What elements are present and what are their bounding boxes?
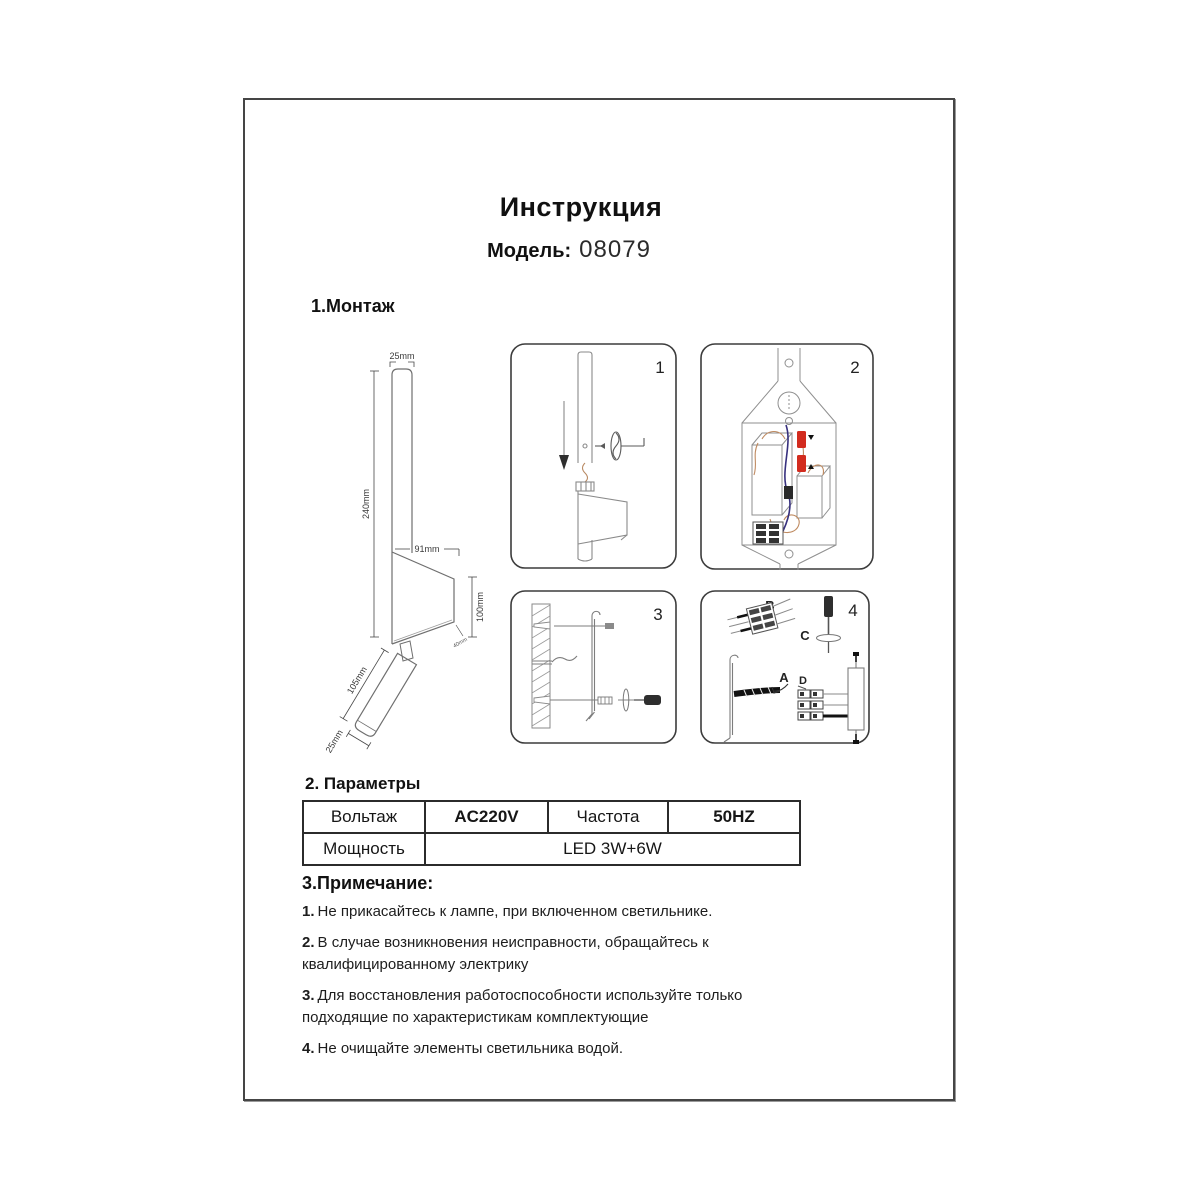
model-label: Модель:	[487, 240, 572, 262]
label-A: A	[779, 670, 789, 685]
dim-tube-diameter: 25mm	[389, 351, 415, 361]
lamp-outline	[392, 369, 454, 661]
panel-1-number: 1	[655, 358, 665, 377]
dim-body-height: 100mm	[475, 591, 485, 623]
note-item-2	[302, 932, 817, 976]
dim-spot-length: 105mm	[344, 664, 369, 696]
dimension-lines	[370, 362, 477, 637]
spot-cylinder	[313, 640, 417, 769]
table-row	[303, 801, 800, 833]
note-item-4	[302, 1038, 817, 1060]
page-title: Инструкция	[499, 192, 663, 222]
frequency-value-cell: 50HZ	[668, 801, 800, 833]
section-2-heading: 2. Параметры	[305, 774, 421, 793]
frequency-label-cell: Частота	[548, 801, 668, 833]
notes-list	[302, 901, 817, 1069]
note-number: 2.	[302, 934, 315, 951]
spot-dimension-lines	[333, 648, 416, 749]
power-value-cell: LED 3W+6W	[425, 833, 800, 865]
montage-step-3-panel	[510, 590, 677, 744]
montage-step-4-panel	[700, 590, 870, 744]
dim-body-depth: 40mm	[452, 636, 469, 650]
note-text: В случае возникновения неисправности, обращайтесь к квалифицированному электрику	[302, 934, 709, 973]
note-number: 4.	[302, 1040, 315, 1057]
montage-step-1-panel	[510, 343, 677, 569]
voltage-value-cell: AC220V	[425, 801, 548, 833]
parameters-table	[302, 800, 801, 866]
note-number: 1.	[302, 903, 315, 920]
panel-4-number: 4	[848, 601, 858, 620]
panel-2-plug	[784, 486, 793, 499]
table-row	[303, 833, 800, 865]
note-number: 3.	[302, 987, 315, 1004]
note-text: Для восстановления работоспособности используйте только подходящие по характеристикам комплектующие	[302, 987, 743, 1026]
panel-2-terminal-block	[753, 522, 783, 544]
voltage-label-cell: Вольтаж	[303, 801, 425, 833]
power-label-cell: Мощность	[303, 833, 425, 865]
model-line	[245, 236, 893, 264]
montage-step-2-panel	[700, 343, 874, 570]
page-sheet	[243, 98, 955, 1101]
panel-2-number: 2	[850, 358, 860, 377]
note-item-1	[302, 901, 817, 923]
note-item-3	[302, 985, 817, 1029]
dim-spot-diameter: 25mm	[323, 727, 345, 755]
label-D: D	[799, 675, 807, 687]
note-text: Не очищайте элементы светильника водой.	[317, 1040, 623, 1057]
label-C: C	[800, 628, 810, 643]
section-3-heading: 3.Примечание:	[302, 873, 434, 893]
dim-tube-length: 240mm	[361, 488, 371, 520]
note-text: Не прикасайтесь к лампе, при включенном светильнике.	[317, 903, 713, 920]
model-number: 08079	[579, 236, 651, 263]
panel-3-number: 3	[653, 605, 663, 624]
section-1-heading: 1.Монтаж	[311, 296, 395, 316]
dim-body-width: 91mm	[414, 544, 440, 554]
